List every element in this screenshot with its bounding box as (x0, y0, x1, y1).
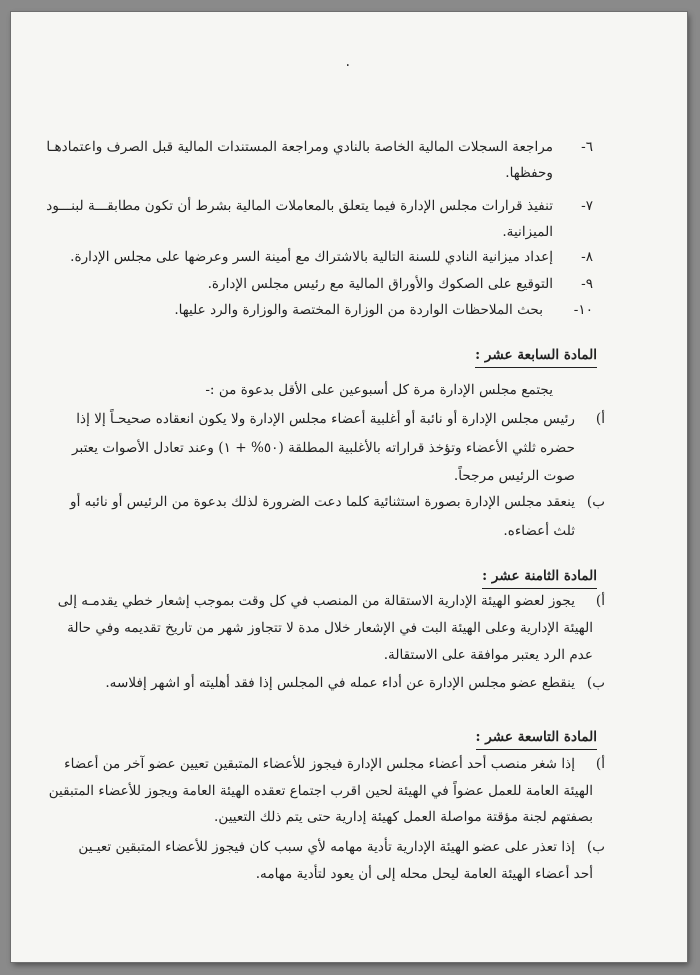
list-item-continuation: وحفظها. (505, 165, 553, 181)
article-17-intro: يجتمع مجلس الإدارة مرة كل أسبوعين على الأقل بدعوة من :- (205, 382, 553, 398)
list-item-continuation: الميزانية. (502, 224, 553, 240)
article-17-heading: المادة السابعة عشر : (475, 345, 597, 368)
clause-a-continuation: عدم الرد يعتبر موافقة على الاستقالة. (383, 647, 593, 663)
page-mark: ٠ (344, 57, 352, 73)
list-item: ١٠- بحث الملاحظات الواردة من الوزارة المختصة والوزارة والرد عليها. (174, 302, 593, 318)
clause-a: أ) إذا شغر منصب أحد أعضاء مجلس الإدارة فيجوز للأعضاء المتبقين تعيين عضو آخر من أعضاء (64, 756, 605, 772)
clause-a: أ) رئيس مجلس الإدارة أو نائبة أو أغلبية أعضاء مجلس الإدارة ولا يكون انعقاده صحيحـاً إلا إذا (76, 411, 605, 427)
clause-a-continuation: الهيئة العامة للعمل عضواً في الهيئة لحين اقرب اجتماع تعقده الهيئة العامة ويجوز للأعضاء المتبقين (48, 783, 593, 799)
list-item: ٨- إعداد ميزانية النادي للسنة التالية بالاشتراك مع أمينة السر وعرضها على مجلس الإدارة. (70, 249, 593, 265)
clause-b: ب) ينعقد مجلس الإدارة بصورة استثنائية كلما دعت الضرورة لذلك بدعوة من الرئيس أو نائبه أو (70, 494, 605, 510)
list-item: ٦- مراجعة السجلات المالية الخاصة بالنادي ومراجعة المستندات المالية قبل الصرف واعتمادهـا (46, 139, 593, 155)
clause-a-continuation: صوت الرئيس مرجحاً. (453, 468, 575, 484)
list-item: ٧- تنفيذ قرارات مجلس الإدارة فيما يتعلق بالمعاملات المالية بشرط أن تكون مطابقـــة لبنـــود (46, 198, 593, 214)
clause-b-continuation: أحد أعضاء الهيئة العامة ليحل محله إلى أن يعود لتأدية مهامه. (255, 866, 593, 882)
clause-a-continuation: بصفتهم لجنة مؤقتة مواصلة العمل كهيئة إدارية حتى يتم ذلك التعيين. (214, 809, 593, 825)
clause-a-continuation: حضره ثلثي الأعضاء وتؤخذ قراراته بالأغلبية المطلقة (٥٠% + ١) وعند تعادل الأصوات يعتبر (71, 440, 575, 456)
clause-b: ب) ينقطع عضو مجلس الإدارة عن أداء عمله في المجلس إذا فقد أهليته أو اشهر إفلاسه. (105, 675, 605, 691)
clause-b: ب) إذا تعذر على عضو الهيئة الإدارية تأدية مهامه لأي سبب كان فيجوز للأعضاء المتبقين تعيـين (78, 839, 605, 855)
clause-a-continuation: الهيئة الإدارية وعلى الهيئة البت في الإشعار خلال مدة لا تتجاوز شهر من تاريخ تقديمه وفي حالة (67, 620, 593, 636)
article-18-heading: المادة الثامنة عشر : (482, 566, 597, 589)
clause-b-continuation: ثلث أعضاءه. (503, 523, 575, 539)
document-page (11, 12, 687, 962)
clause-a: أ) يجوز لعضو الهيئة الإدارية الاستقالة من المنصب في كل وقت بموجب إشعار خطي يقدمـه إلى (57, 593, 605, 609)
list-item: ٩- التوقيع على الصكوك والأوراق المالية مع رئيس مجلس الإدارة. (207, 276, 593, 292)
article-19-heading: المادة التاسعة عشر : (476, 727, 597, 750)
